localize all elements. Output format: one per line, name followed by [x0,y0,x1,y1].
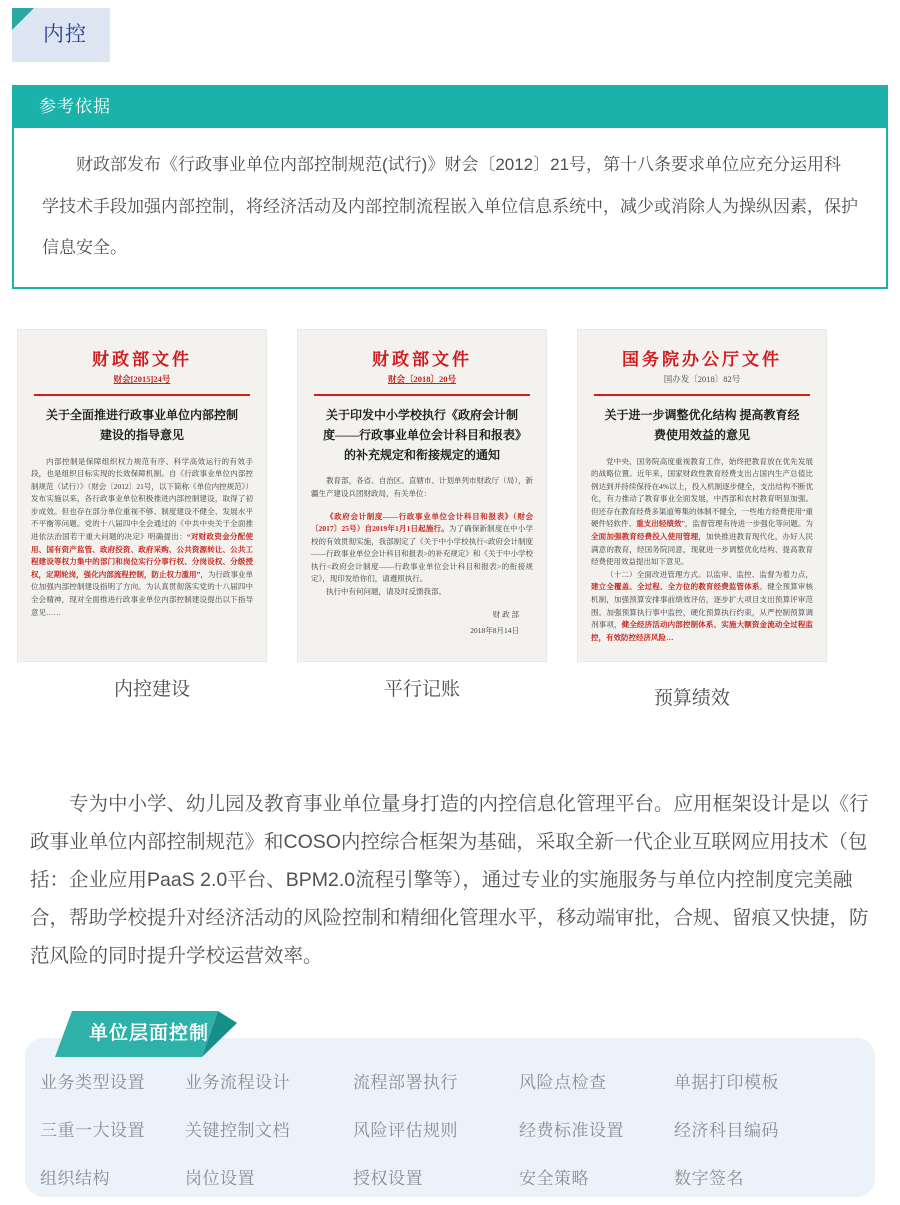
control-item: 单据打印模板 [674,1073,779,1092]
document-body [591,456,813,645]
reference-box [12,128,888,289]
document-body [31,456,253,620]
control-item: 安全策略 [519,1169,589,1188]
red-divider [314,394,530,396]
reference-header: 参考依据 [12,85,888,128]
corner-triangle-icon [12,8,34,30]
document-date: 2018年8月14日 [470,626,519,636]
document-paragraph: 教育部，各省、自治区、直辖市、计划单列市财政厅（局），新疆生产建设兵团财政局，有关单位： [311,476,533,498]
document-issuer: 财政部文件 [372,349,472,369]
unit-control-ribbon [55,1011,237,1057]
control-item: 授权设置 [353,1169,423,1188]
document-paragraph: 内部控制是保障组织权力规范有序、科学高效运行的有效手段，也是组织目标实现的长效保障机制。自《行政事业单位内部控制规范（试行）》（财会〔2012〕21号，以下简称《单位内控规范》）发布实施以来，各行政事业单位积极推进内部控制建设，取得了初步成效。但也存在部分单位重视不够、制度建设不健全、发展水平不平衡等问题。党的十八届四中全会通过的《中共中央关于全面推进依法治国若干重大问题的决定》明确提出：“对财政资金分配使用、国有资产监管、政府投资、政府采购、公共资源转让、公共工程建设等权力集中的部门和岗位实行分事行权、分岗设权、分级授权，定期轮岗，强化内部流程控制，防止权力滥用”，为行政事业单位加强内部控制建设指明了方向。为认真贯彻落实党的十八届四中全会精神，现对全面推进行政事业单位内部控制建设提出以下指导意见…… [31,456,254,617]
document-title: 关于进一步调整优化结构 提高教育经费使用效益的意见 [604,407,800,442]
control-item: 经费标准设置 [519,1121,624,1140]
document-paragraph: 执行中有何问题，请及时反馈我部。 [326,587,446,597]
control-item: 经济科目编码 [674,1121,779,1140]
control-item: 风险点检查 [519,1073,607,1092]
red-divider [34,394,250,396]
card-captions [17,674,827,710]
document-cards [17,329,827,662]
caption-neikong-jianshe: 内控建设 [113,678,190,700]
control-item: 流程部署执行 [353,1073,458,1092]
control-item: 数字签名 [674,1169,744,1188]
control-item: 三重一大设置 [40,1121,145,1140]
document-paragraph: 《政府会计制度——行政事业单位会计科目和报表》（财会〔2017〕25号）自2019年1月1日起施行。为了确保新制度在中小学校的有效贯彻实施，我部制定了《关于中小学校执行<政府会计制度——行政事业单位会计科目和报表>的补充规定》和《关于中小学校执行<政府会计制度——行政事业单位会计科目和报表>的衔接规定》，现印发给你们，请遵照执行。 [311,511,534,584]
document-issuer: 国务院办公厅文件 [622,349,782,369]
document-paragraph: 党中央、国务院高度重视教育工作，始终把教育放在优先发展的战略位置。近年来，国家财政性教育经费支出占国内生产总值比例达到并持续保持在4%以上，投入机制逐步健全，支出结构不断优化，有力推动了教育事业全面发展，中西部和农村教育明显加强。但还存在教育经费多渠道筹集的体制不健全，一些地方经费使用“重硬件轻软件、重支出轻绩效”，监督管理有待进一步强化等问题。为全面加强教育经费投入使用管理，加快推进教育现代化，办好人民满意的教育，经国务院同意，现就进一步调整优化结构、提高教育经费使用效益提出如下意见。 [591,456,814,567]
neikong-tab[interactable] [12,8,110,62]
document-title: 关于全面推进行政事业单位内部控制建设的指导意见 [45,407,238,442]
control-item: 关键控制文档 [185,1121,290,1140]
control-item: 组织结构 [40,1169,110,1188]
control-items-grid [40,1068,845,1189]
document-card-neikong [17,329,267,662]
caption-pingxing-jizhang: 平行记账 [383,678,460,700]
control-item: 业务类型设置 [40,1073,145,1092]
unit-control-header: 单位层面控制 [89,1023,210,1044]
document-card-pingxing [297,329,547,662]
document-title: 关于印发中小学校执行《政府会计制度——行政事业单位会计科目和报表》的补充规定和衔接规定的通知 [322,407,521,462]
control-item: 业务流程设计 [185,1073,290,1092]
document-card-yusuan [577,329,827,662]
reference-section [12,85,888,289]
platform-description: 专为中小学、幼儿园及教育事业单位量身打造的内控信息化管理平台。应用框架设计是以《行政事业单位内部控制规范》和COSO内控综合框架为基础，采取全新一代企业互联网应用技术（包括：企业应用PaaS 2.0平台、BPM2.0流程引擎等），通过专业的实施服务与单位内控制度完美融合，帮助学校提升对经济活动的风险控制和精细化管理水平，移动端审批，合规、留痕又快捷，防范风险的同时提升学校运营效率。 [30,792,869,967]
red-divider [594,394,810,396]
control-item: 风险评估规则 [353,1121,458,1140]
document-number-link[interactable]: 财会〔2018〕20号 [387,373,456,384]
document-body [311,475,533,638]
document-paragraph: （十二）全面改进管理方式。以监审、监控、监督为着力点，建立全覆盖、全过程、全方位的教育经费监管体系。健全预算审核机制，加强预算安排事前绩效评估，逐步扩大项目支出预算评审范围。加强预算执行事中监控，硬化预算执行约束，从严控制预算调剂事项，健全经济活动内部控制体系、实施大额资金流动全过程监控，有效防控经济风险… [591,569,814,642]
document-number-link[interactable]: 财会[2015]24号 [113,373,171,384]
document-number: 国办发〔2018〕82号 [663,373,741,384]
unit-control-section [0,1011,900,1201]
document-issuer: 财政部文件 [92,349,192,369]
caption-yusuan-jixiao: 预算绩效 [653,687,730,709]
document-signature: 财 政 部 [492,609,519,619]
reference-body: 财政部发布《行政事业单位内部控制规范(试行)》财会〔2012〕21号，第十八条要求单位应充分运用科学技术手段加强内部控制，将经济活动及内部控制流程嵌入单位信息系统中，减少或消除人为操纵因素，保护信息安全。 [42,155,858,258]
neikong-tab-label: 内控 [43,23,87,46]
control-item: 岗位设置 [185,1169,255,1188]
